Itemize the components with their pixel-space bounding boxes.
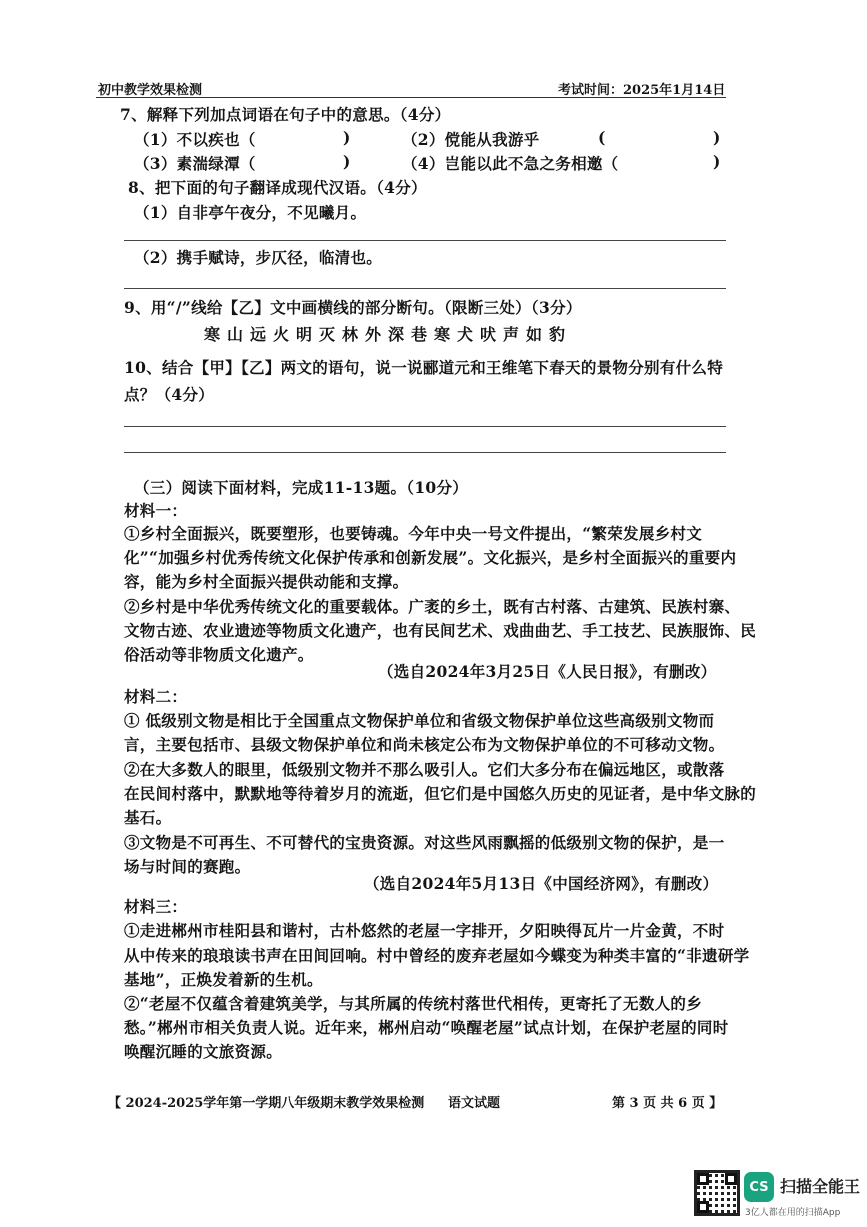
m2-p1-l2: 言，主要包括市、县级文物保护单位和尚未核定公布为文物保护单位的不可移动文物。 (124, 735, 725, 754)
footer-page: 第 3 页 共 6 页 】 (612, 1096, 723, 1111)
camscanner-logo-icon: CS (744, 1172, 774, 1202)
header-rule (96, 97, 726, 98)
material1-label: 材料一： (124, 501, 188, 520)
m1-p2-l1: ②乡村是中华优秀传统文化的重要载体。广袤的乡土，既有古村落、古建筑、民族村寨、 (124, 597, 741, 616)
watermark-name: 扫描全能王 (780, 1177, 861, 1196)
q7-item-4-close: ) (713, 152, 721, 171)
material3-label: 材料三： (124, 897, 188, 916)
q7-title: 7、解释下列加点词语在句子中的意思。（4分） (120, 105, 451, 124)
m1-p1-l1: ①乡村全面振兴，既要塑形，也要铸魂。今年中央一号文件提出，“繁荣发展乡村文 (124, 524, 703, 543)
q8-title: 8、把下面的句子翻译成现代汉语。（4分） (128, 178, 427, 197)
q10-answer-line-1 (124, 426, 726, 427)
m2-p2-l1: ②在大多数人的眼里，低级别文物并不那么吸引人。它们大多分布在偏远地区，或散落 (124, 760, 725, 779)
m1-p1-l2: 化”“加强乡村优秀传统文化保护传承和创新发展”。文化振兴，是乡村全面振兴的重要内 (124, 548, 737, 567)
m3-p2-l2: 愁。”郴州市相关负责人说。近年来，郴州启动“唤醒老屋”试点计划，在保护老屋的同时 (124, 1018, 729, 1037)
m2-p2-l2: 在民间村落中，默默地等待着岁月的流逝，但它们是中国悠久历史的见证者，是中华文脉的 (124, 784, 757, 803)
section3-title: （三）阅读下面材料，完成11-13题。（10分） (134, 478, 469, 497)
q7-item-3: （3）素湍绿潭（ (134, 154, 256, 173)
m2-p3-l1: ③文物是不可再生、不可替代的宝贵资源。对这些风雨飘摇的低级别文物的保护，是一 (124, 833, 725, 852)
q7-item-2-close: ) (713, 128, 721, 147)
m1-p2-l3: 俗活动等非物质文化遗产。 (124, 645, 314, 664)
q8-sentence-1: （1）自非亭午夜分，不见曦月。 (134, 203, 367, 222)
q7-item-1: （1）不以疾也（ (134, 130, 256, 149)
q7-item-2: （2）傥能从我游乎 (402, 130, 540, 149)
m1-p1-l3: 容，能为乡村全面振兴提供动能和支撑。 (124, 572, 409, 591)
q10-line-1: 10、结合【甲】【乙】两文的语句，说一说郦道元和王维笔下春天的景物分别有什么特 (124, 358, 724, 377)
q8-sentence-2: （2）携手赋诗，步仄径，临清也。 (134, 248, 383, 267)
q8-answer-line-1 (124, 240, 726, 241)
m1-p2-l2: 文物古迹、农业遗迹等物质文化遗产，也有民间艺术、戏曲曲艺、手工技艺、民族服饰、民 (124, 621, 757, 640)
m3-p2-l1: ②“老屋不仅蕴含着建筑美学，与其所属的传统村落世代相传，更寄托了无数人的乡 (124, 994, 703, 1013)
q7-item-1-close: ) (343, 128, 351, 147)
watermark-tagline: 3亿人都在用的扫描App (745, 1208, 841, 1218)
m3-p1-l3: 基地”，正焕发着新的生机。 (124, 970, 323, 989)
m2-p2-l3: 基石。 (124, 808, 172, 827)
m3-p1-l1: ①走进郴州市桂阳县和谐村，古朴悠然的老屋一字排开，夕阳映得瓦片一片金黄，不时 (124, 921, 725, 940)
footer-exam: 【 2024-2025学年第一学期八年级期末教学效果检测 (108, 1096, 425, 1111)
m2-p3-l2: 场与时间的赛跑。 (124, 857, 251, 876)
qr-code-icon (694, 1170, 740, 1216)
material2-source: （选自2024年5月13日《中国经济网》，有删改） (364, 874, 719, 893)
m2-p1-l1: ① 低级别文物是相比于全国重点文物保护单位和省级文物保护单位这些高级别文物而 (124, 711, 715, 730)
header-left: 初中教学效果检测 (98, 83, 203, 98)
m3-p1-l2: 从中传来的琅琅读书声在田间回响。村中曾经的废弃老屋如今蝶变为种类丰富的“非遗研学 (124, 946, 750, 965)
q7-item-2-open: ( (598, 128, 606, 147)
m3-p2-l3: 唤醒沉睡的文旅资源。 (124, 1042, 283, 1061)
q7-item-3-close: ) (343, 152, 351, 171)
q7-item-4: （4）岂能以此不急之务相邀（ (402, 154, 619, 173)
q9-text: 寒山远火明灭林外深巷寒犬吠声如豹 (204, 325, 573, 344)
material1-source: （选自2024年3月25日《人民日报》，有删改） (378, 662, 717, 681)
q9-title: 9、用“/”线给【乙】文中画横线的部分断句。（限断三处）（3分） (124, 298, 582, 317)
q8-answer-line-2 (124, 288, 726, 289)
q10-line-2: 点？（4分） (124, 385, 215, 404)
q10-answer-line-2 (124, 452, 726, 453)
material2-label: 材料二： (124, 687, 188, 706)
header-right: 考试时间：2025年1月14日 (558, 83, 726, 98)
footer-subject: 语文试题 (448, 1096, 501, 1111)
